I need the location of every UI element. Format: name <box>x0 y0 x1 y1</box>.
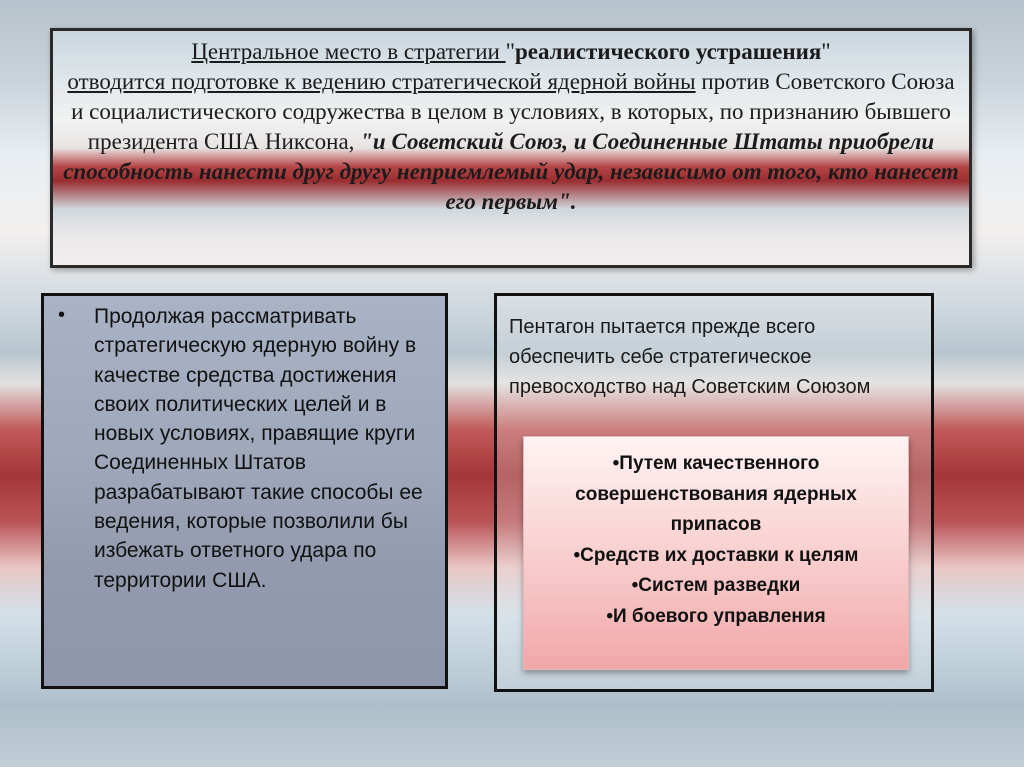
quote-text <box>61 37 961 217</box>
quote-part-1: Центральное место в стратегии <box>191 39 506 64</box>
quote-box <box>50 28 972 268</box>
quote-term: реалистического устрашения <box>514 39 822 64</box>
quote-part-6: против Советского Союза и социалистического содружества в целом в условиях, в которых, по признанию бывшего президента США Никсона, <box>71 69 955 154</box>
right-panel-intro: Пентагон пытается прежде всего обеспечить себе стратегическое превосходство над Советским Союзом <box>509 316 871 398</box>
nixon-quote: "и Советский Союз, и Соединенные Штаты приобрели способность нанести друг другу неприемлемый удар, независимо от того, кто нанесет его первым". <box>63 129 959 214</box>
list-item: •Путем качественного совершенствования ядерных припасов <box>575 453 857 535</box>
left-panel <box>41 293 448 689</box>
list-item: •И боевого управления <box>606 605 826 627</box>
quote-open-mark: " <box>505 39 515 64</box>
means-list-box <box>523 436 909 670</box>
bullet-marker: • <box>58 304 66 326</box>
right-panel <box>494 293 934 692</box>
means-list <box>532 449 900 632</box>
quote-close-mark: " <box>821 39 831 64</box>
list-item: •Средств их доставки к целям <box>573 544 859 566</box>
list-item: •Систем разведки <box>631 575 801 596</box>
left-panel-text: Продолжая рассматривать стратегическую ядерную войну в качестве средства достижения своих политических целей и в новых условиях, правящие круги Соединенных Штатов разрабатывают такие способы ее ведения, которые позволили бы избежать ответного удара по территории США. <box>94 305 423 592</box>
quote-part-5: отводится подготовке к ведению стратегической ядерной войны <box>67 69 696 94</box>
